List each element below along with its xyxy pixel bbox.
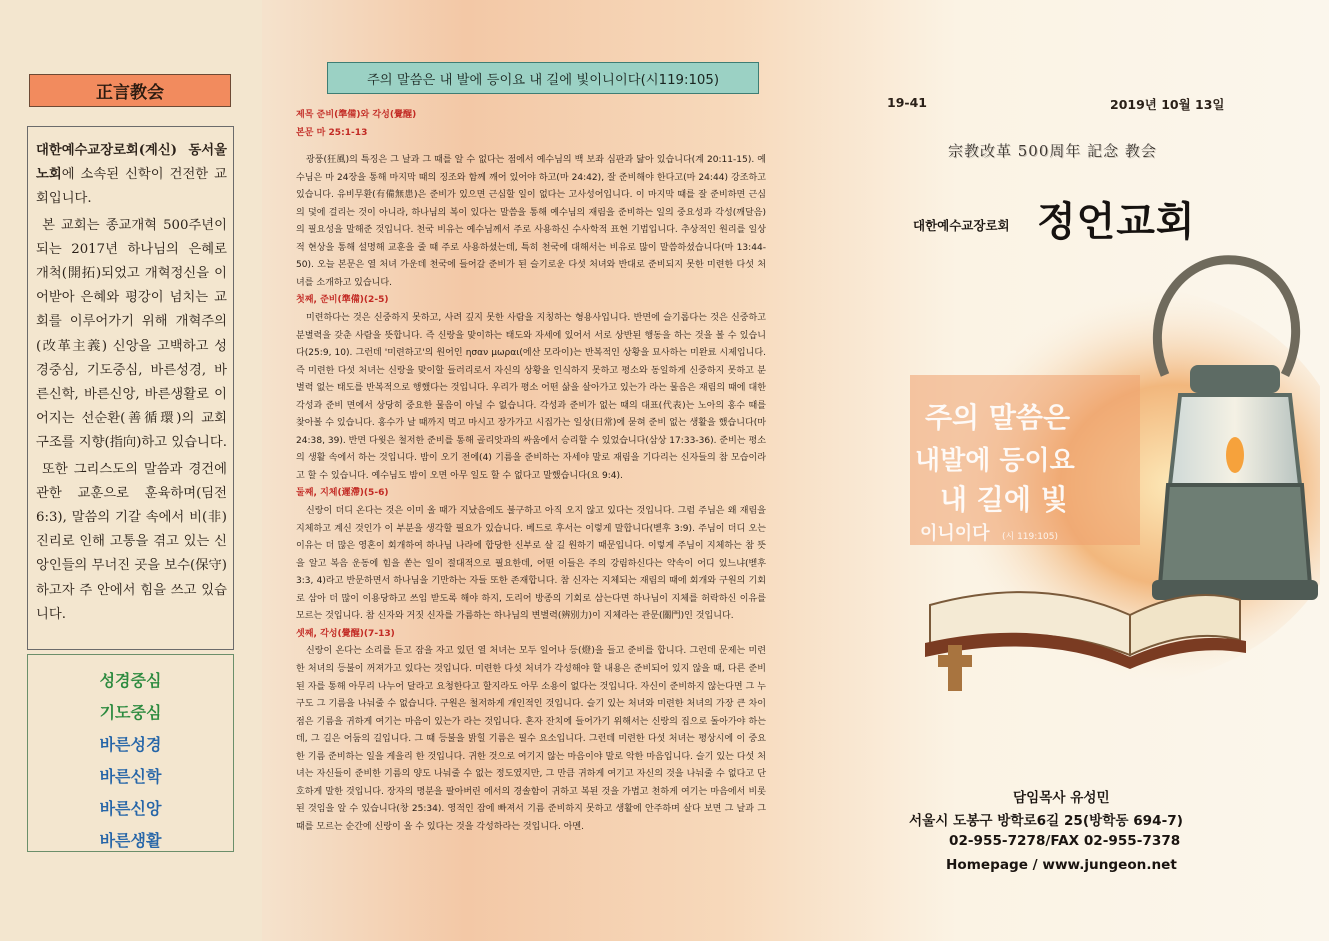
motto-item: 바른성경 [99,735,162,754]
intro-bold: 대한예수교장로회(계신) 동서울 노회 [36,143,227,183]
intro-paragraph-1 [36,139,227,212]
issue-number: 19-41 [887,95,927,110]
sermon-intro: 광풍(狂風)의 특징은 그 날과 그 때를 알 수 없다는 점에서 예수님의 백 보좌 심판과 닮아 있습니다(계 20:11-15). 예수님은 마 24장을 통해 마지막 때의 징조와 함께 깨어 있어야 하고(마 24:42), 잘 준비해야 한다고(마 24:44) 강조하고 있습니다. 유비무환(有備無患)은 준비가 있으면 근심할 일이 없다는 고사성어입니다. 이 마지막 때를 잘 준비하면 근심의 덫에 걸리는 것이 아니라, 하나님의 복이 있다는 말씀을 통해 예수님의 재림을 준비하는 일의 중요성과 각성(깨달음)의 필요성을 말해준 것입니다. 천국 비유는 예수님께서 주로 사용하신 수사학적 표현 기법입니다. 추상적인 원리를 일상적 현상을 통해 설명해 교훈을 줄 때 주로 사용하셨는데, 특히 천국에 대해서는 비유로 많이 말씀하셨습니다(마 13:44-50). 오늘 본문은 열 처녀 가운데 천국에 들어갈 준비가 된 슬기로운 다섯 처녀와 반대로 준비되지 못한 미련한 다섯 처녀를 소개하고 있습니다. [296,155,766,288]
denomination-label: 대한예수교장로회 [913,218,1010,233]
art-verse-line: 주의 말씀은 [925,401,1070,434]
motto-item: 바른신학 [99,767,162,786]
church-address: 서울시 도봉구 방학로6길 25(방학동 694-7) [909,813,1183,829]
motto-item: 바른생활 [99,831,162,850]
verse-banner: 주의 말씀은 내 발에 등이요 내 길에 빛이니이다(시119:105) [327,62,759,94]
church-homepage: Homepage / www.jungeon.net [946,857,1177,873]
lantern-flame [1226,437,1244,473]
motto-item: 기도중심 [99,703,162,722]
issue-date: 2019년 10월 13일 [1110,97,1225,112]
intro-paragraph-2 [36,214,227,456]
intro-text: 또한 그리스도의 말씀과 경건에 관한 교훈으로 훈육하며(딤전 6:3), 말씀의 기갈 속에서 비(非) 진리로 인해 고통을 겪고 있는 신앙인들의 무너진 곳을 보수(保守)하고자 주 안에서 힘을 쓰고 있습니다. [36,461,227,622]
intro-text: 본 교회는 종교개혁 500주년이 되는 2017년 하나님의 은혜로 개척(開拓)되었고 개혁정신을 이어받아 은혜와 평강이 넘치는 교회를 이루어가기 위해 개혁주의(改革主義) 신앙을 고백하고 성경중심, 기도중심, 바른성경, 바른신학, 바른신앙, 바른생활로 이어지는 선순환(善循環)의 교회 구조를 지향(指向)하고 있습니다. [36,217,228,451]
church-intro-box [27,126,234,650]
art-verse-line: 내 길에 빛 [940,483,1068,516]
lantern-bible-illustration [890,255,1320,695]
section-body: 신랑이 온다는 소리를 듣고 잠을 자고 있던 열 처녀는 모두 일어나 등(燈)을 들고 준비를 합니다. 그런데 문제는 미련한 처녀의 등불이 꺼져가고 있다는 것입니다. 미련한 다섯 처녀가 각성해야 할 내용은 준비되어 있지 않을 때, 다른 준비된 자를 통해 아무리 나누어 달라고 요청한다고 할지라도 아무 소용이 없다는 것입니다. 자신이 준비하지 않는다면 그 누구도 그 기름을 나눠줄 수 없습니다. 구원은 철저하게 개인적인 것입니다. 슬기 있는 처녀와 미련한 처녀의 가장 큰 차이점은 기름을 귀하게 여기는 마음이 있는가 라는 것입니다. 혼자 잔치에 들어가기 위해서는 신랑의 집으로 돌아가야 하는데, 그 길은 어둠의 길입니다. 그 때 등불을 밝힐 기름은 필수 요소입니다. 그런데 미련한 다섯 처녀는 평상시에 이 중요한 기름 준비하는 일을 게을리 한 것입니다. 귀한 것으로 여기지 않는 마음이야 말로 악한 마음입니다. 슬기 있는 다섯 처녀는 자신들이 준비한 기름의 양도 나눠줄 수 없는 정도였지만, 그 만큼 귀하게 여기고 자신의 것을 나눠줄 수 없다고 단호하게 말한 것입니다. 장자의 명분을 팔아버린 에서의 경솔함이 귀하고 복된 것을 가볍고 천하게 여기는 마음에서 비롯된 것임을 알 수 있습니다(창 25:34). 영적인 잠에 빠져서 기름 준비하지 못하고 생활에 안주하며 살다 보면 그 날과 그 때를 모르는 순간에 신랑이 올 수 있다는 것을 각성하라는 것입니다. 아멘. [296,646,766,832]
section-heading: 셋째, 각성(覺醒)(7-13) [296,628,395,639]
section-body: 신랑이 더디 온다는 것은 이미 올 때가 지났음에도 불구하고 아직 오지 않고 있다는 것입니다. 그럼 주님은 왜 재림을 지체하고 계신 것인가 이 부분을 생각할 필요가 있습니다. 베드로 후서는 이렇게 말합니다(벧후 3:9). 주님이 더디 오는 이유는 더 많은 영혼이 회개하여 하나님 나라에 합당한 신부로 살 길 원하기 때문입니다. 이렇게 주님이 지체하는 참 뜻을 알고 복음 운동에 힘을 쏟는 일이 절대적으로 필요한데, 어떤 이들은 주의 강림하신다는 약속이 어디 있느냐(벧후 3:3, 4)라고 반문하면서 하나님을 기만하는 자들 또한 존재합니다. 참 신자는 지체되는 재림의 때에 회개와 구원의 기회로 삼아 더 많이 이용당하고 쓰임 받도록 해야 하지, 도리어 방종의 기회로 삼는다면 하나님이 지체를 허락하신 이유를 모르는 것입니다. 참 신자와 거짓 신자를 가름하는 하나님의 변별력(辨別力)이 지체라는 관문(關門)인 것입니다. [296,506,766,622]
section-heading: 첫째, 준비(準備)(2-5) [296,295,389,306]
lantern-base [1152,580,1318,600]
church-name: 정언교회 [1037,199,1196,245]
sermon-column [296,107,766,836]
sermon-text-ref: 본문 마 25:1-13 [296,127,368,138]
motto-item: 바른신앙 [99,799,162,818]
section-heading: 둘째, 지체(遲滯)(5-6) [296,488,389,499]
art-verse-ref: (시 119:105) [1002,532,1058,542]
art-verse-line: 내발에 등이요 [915,446,1075,476]
church-title-box: 正言教会 [29,74,231,107]
anniversary-label: 宗教改革 500周年 記念 教会 [948,142,1157,160]
lantern-body [1160,485,1310,585]
art-verse-line: 이니이다 [920,523,990,544]
motto-list [27,654,234,852]
church-phone: 02-955-7278/FAX 02-955-7378 [949,833,1181,849]
motto-item: 성경중심 [99,671,162,690]
intro-paragraph-3 [36,458,227,627]
pastor-name: 담임목사 유성민 [1013,790,1110,806]
sermon-title: 제목 준비(準備)와 각성(覺醒) [296,110,417,120]
section-body: 미련하다는 것은 신중하지 못하고, 사려 깊지 못한 사람을 지칭하는 형용사입니다. 반면에 슬기롭다는 것은 신중하고 분별력을 갖춘 사람을 뜻합니다. 즉 신랑을 맞이하는 태도와 자세에 있어서 서로 상반된 행동을 하는 것을 볼 수 있습니다(25:9, 10). 그런데 '미련하고'의 원어인 ησαν μωραι(에산 모라이)는 반복적인 상황을 묘사하는 미완료 시제입니다. 즉 미련한 다섯 처녀는 신랑을 맞이할 들러리로서 자신의 상황을 인식하지 못하고 평소와 동일하게 신중하지 못하고 분별력 없는 태도를 반복적으로 행했다는 것입니다. 우리가 평소 어떤 삶을 살아가고 있는가 라는 물음은 재림의 때에 대한 각성과 준비 면에서 상당히 중요한 물음이 아닐 수 없습니다. 각성과 준비가 없는 때의 대표(代表)는 노아의 홍수 때를 찾아볼 수 있습니다. 홍수가 날 때까지 먹고 마시고 장가가고 시집가는 일상(日常)에 묻혀 준비 없는 생활을 했습니다(마 24:38, 39). 반면 다윗은 철저한 준비를 통해 골리앗과의 싸움에서 승리할 수 있었습니다(삼상 17:33-36). 준비는 평소의 생활 속에서 하는 것입니다. 밤이 오기 전에(4) 기름을 준비하는 자세야 말로 재림을 기다리는 신자들의 참 모습이라고 할 수 있습니다. 예수님도 밤이 오면 아무 일도 할 수 없다고 말했습니다(요 9:4). [296,313,766,481]
intro-text: 에 소속된 신학이 건전한 교회입니다. [36,167,227,207]
lantern-cap [1190,365,1280,393]
